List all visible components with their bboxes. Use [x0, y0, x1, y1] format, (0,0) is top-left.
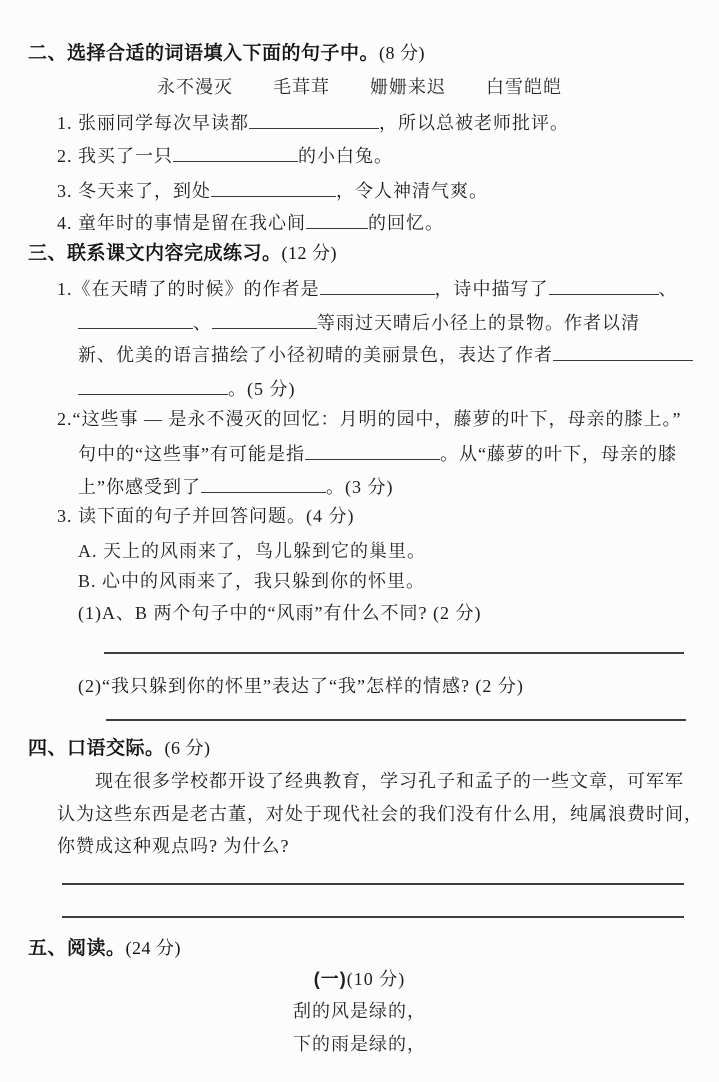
section3-heading-text: 三、联系课文内容完成练习。 — [28, 243, 282, 264]
section3-item2-line2 — [78, 439, 677, 465]
part-score: (10 分) — [346, 969, 406, 989]
section2-item-2 — [57, 141, 393, 167]
item-text: B. 心中的风雨来了，我只躲到你的怀里。 — [78, 571, 426, 591]
sentence-b — [78, 568, 425, 594]
fill-in-blank — [78, 308, 193, 329]
item-text: 新、优美的语言描绘了小径初晴的美丽景色，表达了作者 — [78, 345, 553, 365]
question-2 — [78, 673, 524, 699]
section4-score: (6 分) — [164, 738, 211, 758]
item-text: 上”你感受到了 — [78, 477, 201, 497]
item-text: 的小白兔。 — [298, 146, 393, 166]
section3-item2-line1 — [57, 406, 681, 432]
paragraph-text: 现在很多学校都开设了经典教育，学习孔子和孟子的一些文章，可军军 — [95, 771, 684, 791]
item-text: 、 — [193, 313, 212, 333]
poem-line-1 — [0, 998, 719, 1024]
section4-paragraph-line2 — [57, 801, 703, 827]
item-text: ，令人神清气爽。 — [336, 181, 488, 201]
item-text: 4. 童年时的事情是留在我心间 — [57, 213, 306, 233]
section4-paragraph-line3 — [57, 833, 289, 859]
word-bank-item-4: 白雪皑皑 — [486, 77, 562, 97]
paragraph-text: 认为这些东西是老古董，对处于现代社会的我们没有什么用，纯属浪费时间， — [57, 804, 703, 824]
section5-heading — [28, 935, 181, 961]
fill-in-blank — [212, 308, 317, 329]
item-text: 1.《在天晴了的时候》的作者是 — [57, 279, 320, 299]
item-text: 2.“这些事 — 是永不漫灭的回忆：月明的园中，藤萝的叶下，母亲的膝上。” — [57, 409, 682, 429]
answer-line — [104, 652, 684, 654]
item-text: 。(5 分) — [228, 379, 296, 399]
item-text: 、 — [658, 279, 678, 299]
item-text: 的回忆。 — [368, 213, 444, 233]
section5-score: (24 分) — [125, 938, 182, 958]
item-text: 3. 冬天来了，到处 — [57, 181, 211, 201]
fill-in-blank — [249, 108, 379, 129]
poem-text: 下的雨是绿的， — [293, 1034, 426, 1054]
section2-item-4 — [57, 208, 444, 234]
question-1 — [78, 600, 481, 626]
section3-item2-line3 — [78, 472, 394, 498]
answer-line — [62, 883, 684, 885]
answer-line — [106, 719, 686, 721]
reading-part-label — [0, 966, 719, 992]
section2-score: (8 分) — [379, 43, 426, 63]
section3-item1-line1 — [57, 274, 678, 300]
fill-in-blank — [320, 274, 435, 295]
section2-heading-text: 二、选择合适的词语填入下面的句子中。 — [28, 43, 380, 64]
item-text: 。(3 分) — [326, 477, 394, 497]
section2-heading — [28, 40, 425, 66]
word-bank-item-2: 毛茸茸 — [273, 77, 330, 97]
part-number: (一) — [313, 969, 347, 989]
fill-in-blank — [305, 439, 440, 460]
section4-heading-text: 四、口语交际。 — [28, 738, 165, 759]
item-text: 。从“藤萝的叶下，母亲的膝 — [439, 444, 677, 464]
fill-in-blank — [78, 374, 228, 395]
word-bank — [0, 74, 719, 100]
sentence-a — [78, 538, 426, 564]
item-text: 2. 我买了一只 — [57, 146, 173, 166]
item-text: 句中的“这些事”有可能是指 — [78, 444, 305, 464]
section3-item1-line2 — [78, 308, 640, 334]
word-bank-item-3: 姗姗来迟 — [370, 77, 446, 97]
fill-in-blank — [553, 340, 693, 361]
item-text: 3. 读下面的句子并回答问题。(4 分) — [57, 506, 355, 526]
item-text: 等雨过天晴后小径上的景物。作者以清 — [317, 313, 640, 333]
section2-item-1 — [57, 108, 569, 134]
section4-heading — [28, 735, 211, 761]
item-text: A. 天上的风雨来了，鸟儿躲到它的巢里。 — [78, 541, 426, 561]
section3-item1-line4 — [78, 374, 296, 400]
section3-item3-intro — [57, 503, 355, 529]
item-text: 1. 张丽同学每次早读都 — [57, 113, 249, 133]
word-bank-item-1: 永不漫灭 — [157, 77, 233, 97]
fill-in-blank — [173, 141, 298, 162]
section3-score: (12 分) — [281, 243, 338, 263]
paragraph-text: 你赞成这种观点吗? 为什么? — [57, 836, 290, 856]
section2-item-3 — [57, 176, 488, 202]
fill-in-blank — [211, 176, 336, 197]
fill-in-blank — [306, 208, 368, 229]
answer-line — [62, 916, 684, 918]
section3-item1-line3 — [78, 340, 693, 366]
fill-in-blank — [201, 472, 326, 493]
poem-line-2 — [0, 1031, 719, 1057]
item-text: ，所以总被老师批评。 — [379, 113, 569, 133]
poem-text: 刮的风是绿的， — [293, 1001, 426, 1021]
item-text: (2)“我只躲到你的怀里”表达了“我”怎样的情感? (2 分) — [78, 676, 524, 696]
section3-heading — [28, 240, 337, 266]
item-text: (1)A、B 两个句子中的“风雨”有什么不同? (2 分) — [78, 603, 482, 623]
item-text: ，诗中描写了 — [434, 279, 549, 299]
section5-heading-text: 五、阅读。 — [28, 938, 126, 959]
section4-paragraph-line1 — [95, 768, 684, 794]
fill-in-blank — [549, 274, 659, 295]
